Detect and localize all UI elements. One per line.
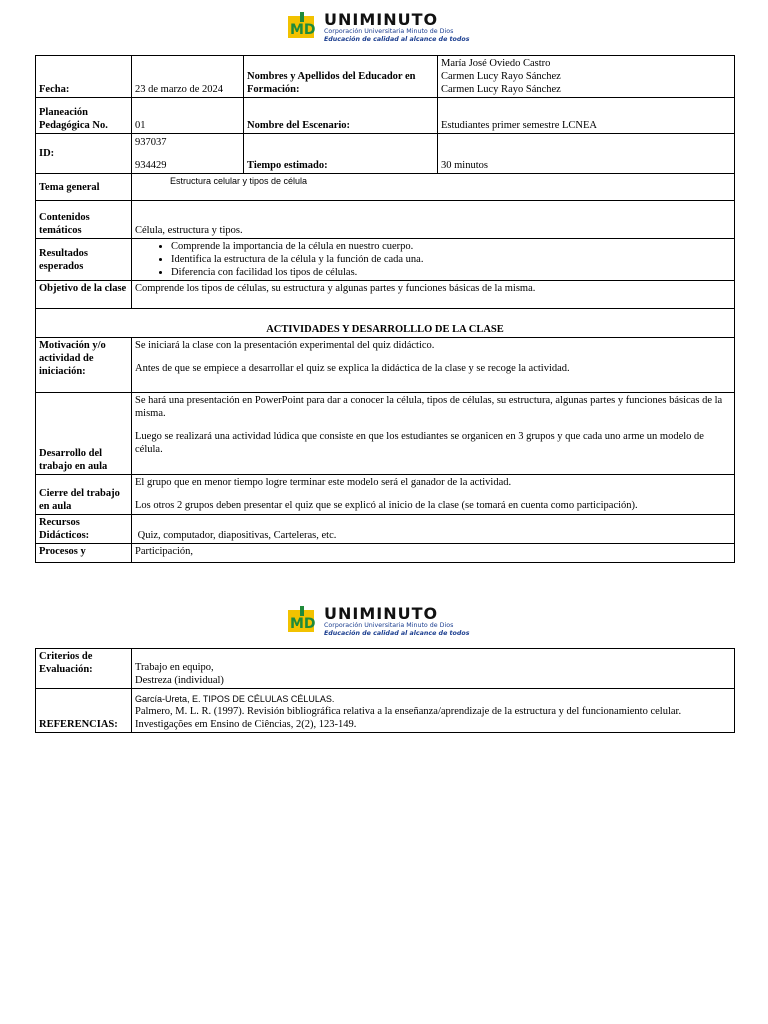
table-row: [36, 309, 735, 338]
objetivo-label: Objetivo de la clase: [36, 281, 132, 309]
desarrollo-value: [132, 393, 735, 475]
table-row: [36, 174, 735, 201]
table-row: [36, 338, 735, 393]
referencia-1: García-Ureta, E. TIPOS DE CÉLULAS CÉLULAS.: [135, 694, 335, 704]
referencia-2: Palmero, M. L. R. (1997). Revisión bibliográfica relativa a la enseñanza/aprendizaje de la estructura y del funcionamiento celular. Investigações em Ensino de Ciências, 2(2), 123-149.: [135, 706, 682, 730]
referencias-values: [132, 689, 735, 733]
motivacion-label: Motivación y/o actividad de iniciación:: [36, 338, 132, 393]
table-row: [36, 98, 735, 134]
svg-text:MD: MD: [290, 616, 316, 632]
fecha-value: 23 de marzo de 2024: [132, 56, 244, 98]
logo-tagline: Educación de calidad al alcance de todos: [324, 36, 470, 43]
table-row: [36, 134, 735, 174]
table-row: [36, 201, 735, 239]
uniminuto-logo: [286, 10, 486, 50]
table-row: [36, 475, 735, 515]
recursos-label: Recursos Didácticos:: [36, 515, 132, 544]
logo-subtitle: Corporación Universitaria Minuto de Dios: [324, 28, 454, 35]
uniminuto-logo-mark-icon: [286, 606, 320, 642]
motivacion-value: [132, 338, 735, 393]
table-row: [36, 56, 735, 98]
logo-brand-text: UNIMINUTO: [324, 604, 439, 623]
logo-brand-text: UNIMINUTO: [324, 10, 439, 29]
uniminuto-logo-mark-icon: [286, 12, 320, 48]
resultados-list-cell: [132, 239, 735, 281]
id-label: ID:: [36, 134, 132, 174]
actividades-heading: ACTIVIDADES Y DESARROLLLO DE LA CLASE: [36, 309, 735, 338]
table-row: [36, 515, 735, 544]
cierre-paragraph-2: Los otros 2 grupos deben presentar el quiz que se explicó al inicio de la clase (se tomará en cuenta como participación).: [135, 500, 638, 511]
nombres-values: [438, 56, 735, 98]
svg-text:MD: MD: [290, 22, 316, 38]
tiempo-label: Tiempo estimado:: [244, 134, 438, 174]
recursos-value: Quiz, computador, diapositivas, Carteleras, etc.: [132, 515, 735, 544]
fecha-label: Fecha:: [36, 56, 132, 98]
tiempo-value: 30 minutos: [438, 134, 735, 174]
cierre-label: Cierre del trabajo en aula: [36, 475, 132, 515]
escenario-label: Nombre del Escenario:: [244, 98, 438, 134]
table-row: [36, 393, 735, 475]
nombre-3: Carmen Lucy Rayo Sánchez: [441, 84, 561, 95]
cierre-paragraph-1: El grupo que en menor tiempo logre terminar este modelo será el ganador de la actividad.: [135, 477, 512, 488]
table-row: [36, 649, 735, 689]
table-row: [36, 544, 735, 563]
uniminuto-logo: [286, 604, 486, 644]
planeacion-table: [35, 55, 735, 563]
contenidos-label: Contenidos temáticos: [36, 201, 132, 239]
planeacion-label: Planeación Pedagógica No.: [36, 98, 132, 134]
referencias-label: REFERENCIAS:: [36, 689, 132, 733]
table-row: [36, 239, 735, 281]
evaluacion-table: [35, 648, 735, 733]
nombre-1: María José Oviedo Castro: [441, 58, 551, 69]
list-item: • Diferencia con facilidad los tipos de células.: [171, 266, 731, 279]
list-item: • Identifica la estructura de la célula y la función de cada una.: [171, 253, 731, 266]
desarrollo-paragraph-2: Luego se realizará una actividad lúdica que consiste en que los estudiantes se organicen en 3 grupos y que cada uno arme un modelo de célula.: [135, 431, 704, 455]
contenidos-value: Célula, estructura y tipos.: [132, 201, 735, 239]
escenario-value: Estudiantes primer semestre LCNEA: [438, 98, 735, 134]
tema-label: Tema general: [36, 174, 132, 201]
logo-subtitle: Corporación Universitaria Minuto de Dios: [324, 622, 454, 629]
desarrollo-paragraph-1: Se hará una presentación en PowerPoint para dar a conocer la célula, tipos de células, su estructura, algunas partes y funciones básicas de la misma.: [135, 395, 723, 419]
criterios-values: [132, 649, 735, 689]
id-1: 937037: [135, 137, 167, 148]
planeacion-value: 01: [132, 98, 244, 134]
id-values: [132, 134, 244, 174]
nombres-label: Nombres y Apellidos del Educador en Formación:: [244, 56, 438, 98]
nombre-2: Carmen Lucy Rayo Sánchez: [441, 71, 561, 82]
resultados-label: Resultados esperados: [36, 239, 132, 281]
resultados-list: [135, 240, 731, 279]
cierre-value: [132, 475, 735, 515]
criterios-label: Criterios de Evaluación:: [36, 649, 132, 689]
tema-value: Estructura celular y tipos de célula: [132, 174, 735, 201]
list-item: • Comprende la importancia de la célula en nuestro cuerpo.: [171, 240, 731, 253]
table-row: [36, 281, 735, 309]
table-row: [36, 689, 735, 733]
motivacion-paragraph-1: Se iniciará la clase con la presentación experimental del quiz didáctico.: [135, 340, 435, 351]
id-2: 934429: [135, 160, 167, 171]
procesos-label: Procesos y: [36, 544, 132, 563]
logo-tagline: Educación de calidad al alcance de todos: [324, 630, 470, 637]
procesos-value: Participación,: [132, 544, 735, 563]
desarrollo-label: Desarrollo del trabajo en aula: [36, 393, 132, 475]
objetivo-value: Comprende los tipos de células, su estructura y algunas partes y funciones básicas de la misma.: [132, 281, 735, 309]
criterio-1: Trabajo en equipo,: [135, 662, 214, 673]
criterio-2: Destreza (individual): [135, 675, 224, 686]
motivacion-paragraph-2: Antes de que se empiece a desarrollar el quiz se explica la didáctica de la clase y se recoge la actividad.: [135, 363, 570, 374]
